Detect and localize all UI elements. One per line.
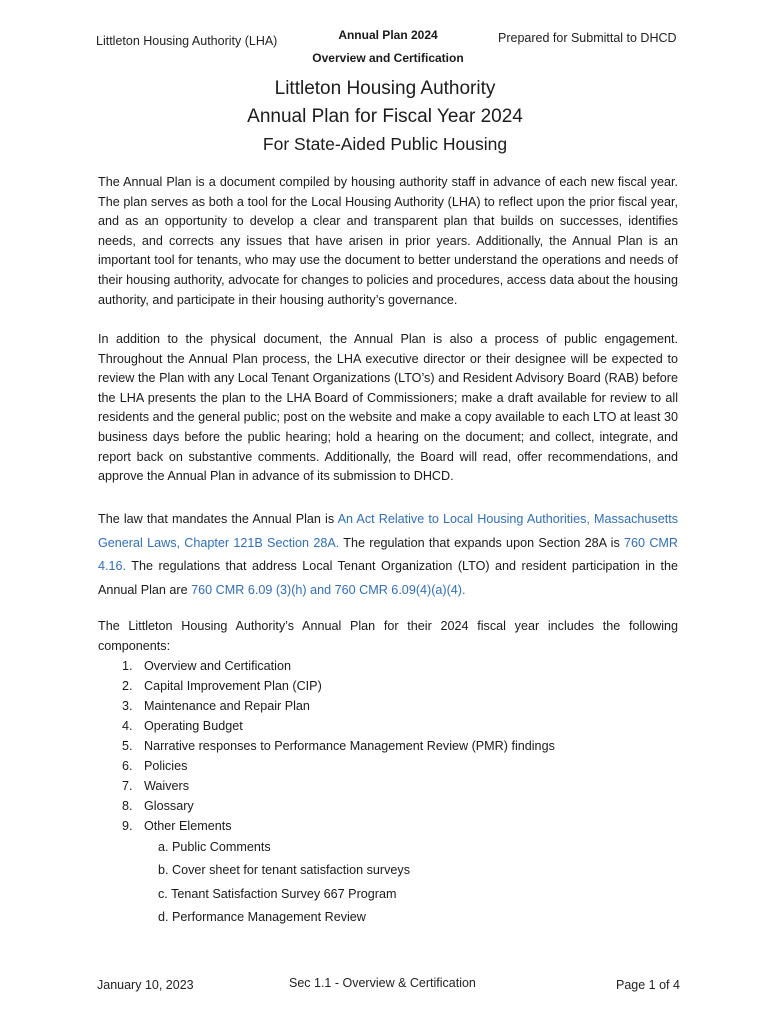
- law-link-cmr-609[interactable]: 760 CMR 6.09 (3)(h) and 760 CMR 6.09(4)(a)(4).: [191, 582, 466, 597]
- law-link-act[interactable]: An Act Relative to Local Housing Authorities, Massachusetts General Laws, Chapter 121B Section 28A.: [98, 512, 678, 550]
- list-item: 8. Glossary: [122, 799, 194, 813]
- header-center-subtitle: Overview and Certification: [312, 51, 464, 65]
- title-line-3: For State-Aided Public Housing: [262, 134, 508, 154]
- list-item: 9. Other Elements: [122, 819, 232, 833]
- law-link-cmr-416[interactable]: 760 CMR 4.16.: [98, 535, 679, 573]
- process-paragraph-text: In addition to the physical document, the Annual Plan is also a process of public engagement. Throughout the Annual Plan process, the LHA executive director or their designee will be expected to review the Plan with any Local Tenant Organizations (LTO’s) and Resident Advisory Board (RAB) before the LHA presents the plan to the LHA Board of Commissioners; make a draft available for review to all residents and the general public; post on the website and make a copy available to each LTO at least 30 business days before the public hearing; hold a hearing on the document; and collect, integrate, and report back on substantive comments. Additionally, the Board will read, offer recommendations, and approve the Annual Plan in advance of its submission to DHCD.: [98, 332, 678, 484]
- components-intro-text: The Littleton Housing Authority’s Annual Plan for their 2024 fiscal year includes the following components:: [98, 619, 678, 653]
- footer-page-number: Page 1 of 4: [616, 978, 680, 992]
- list-item: 7. Waivers: [122, 779, 190, 793]
- law-text-1: The law that mandates the Annual Plan is: [98, 512, 338, 526]
- header-center-title: Annual Plan 2024: [338, 28, 438, 42]
- intro-paragraph: [98, 173, 678, 310]
- sub-list-item: a. Public Comments: [158, 840, 271, 854]
- list-item: 4. Operating Budget: [122, 719, 243, 733]
- sub-list-item: c. Tenant Satisfaction Survey 667 Program: [158, 886, 397, 901]
- title-line-1: Littleton Housing Authority: [274, 78, 496, 99]
- components-intro: [98, 617, 678, 656]
- title-line-2: Annual Plan for Fiscal Year 2024: [247, 106, 523, 127]
- intro-paragraph-text: The Annual Plan is a document compiled by housing authority staff in advance of each new fiscal year. The plan serves as both a tool for the Local Housing Authority (LHA) to reflect upon the prior fiscal year, and as an opportunity to develop a clear and transparent plan that builds on successes, identifies needs, and corrects any issues that have arisen in prior years. Additionally, the Annual Plan is an important tool for tenants, who may use the document to better understand the operations and needs of their housing authority, advocate for changes to policies and procedures, access data about the housing authority, and participate in their housing authority’s governance.: [98, 175, 678, 307]
- sub-list-item: b. Cover sheet for tenant satisfaction surveys: [158, 863, 410, 878]
- list-item: 3. Maintenance and Repair Plan: [122, 699, 310, 713]
- list-item: 6. Policies: [122, 759, 188, 773]
- list-item: 1. Overview and Certification: [122, 659, 291, 673]
- components-list: [98, 656, 698, 929]
- header-left: Littleton Housing Authority (LHA): [96, 34, 278, 48]
- process-paragraph: [98, 330, 678, 487]
- list-item: 5. Narrative responses to Performance Management Review (PMR) findings: [122, 739, 555, 753]
- footer-date: January 10, 2023: [97, 978, 194, 992]
- law-text-2: The regulation that expands upon Section 28A is: [339, 535, 625, 550]
- law-paragraph: [98, 508, 678, 602]
- footer-section: Sec 1.1 - Overview & Certification: [289, 976, 476, 990]
- list-item: 2. Capital Improvement Plan (CIP): [122, 679, 322, 693]
- law-text-3: The regulations that address Local Tenant Organization (LTO) and resident participation in the Annual Plan are: [98, 559, 678, 597]
- header-right: Prepared for Submittal to DHCD: [498, 31, 677, 45]
- sub-list-item: d. Performance Management Review: [158, 909, 366, 924]
